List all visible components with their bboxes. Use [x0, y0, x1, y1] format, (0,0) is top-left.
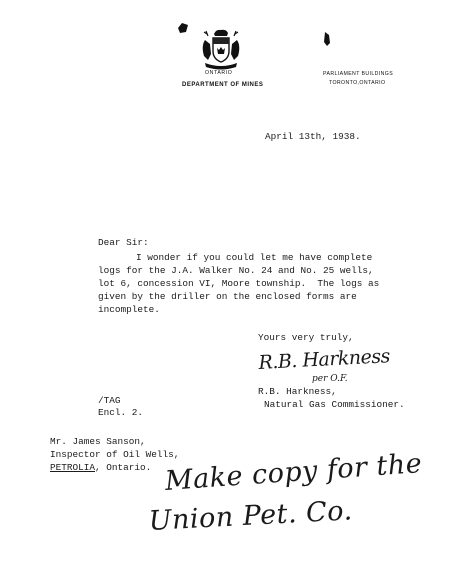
signature-initials: per O.F. [312, 374, 348, 384]
coat-of-arms-icon [199, 26, 243, 72]
recipient-address [50, 435, 179, 474]
body-line: given by the driller on the enclosed forms are [98, 291, 357, 302]
recipient-name: Mr. James Sanson, [50, 436, 146, 447]
handwritten-signature [258, 345, 390, 374]
handwritten-note-line2: Union Pet. Co. [148, 495, 354, 537]
address-line-2: TORONTO,ONTARIO [329, 80, 386, 86]
signature-text: R.B. Harkness [258, 345, 391, 374]
ink-mark-right-icon [322, 31, 332, 47]
body-line: incomplete. [98, 304, 160, 315]
province-label: ONTARIO [205, 70, 233, 76]
salutation: Dear Sir: [98, 237, 149, 248]
signer-title: Natural Gas Commissioner. [264, 399, 405, 410]
enclosure-note: Encl. 2. [98, 407, 144, 418]
letter-body [98, 251, 379, 316]
signer-name: R.B. Harkness, [258, 386, 337, 397]
recipient-location [50, 461, 179, 474]
body-line: I wonder if you could let me have complete [136, 252, 373, 263]
letter-date: April 13th, 1938. [265, 131, 361, 142]
body-line: lot 6, concession VI, Moore township. The logs as [98, 278, 380, 289]
handwritten-note-line1: Make copy for the [164, 448, 424, 497]
ink-blot-left-icon [176, 22, 190, 34]
recipient-city: PETROLIA [50, 462, 96, 473]
recipient-title: Inspector of Oil Wells, [50, 449, 180, 460]
body-line: logs for the J.A. Walker No. 24 and No. 25 wells, [98, 265, 374, 276]
recipient-province: , Ontario. [95, 462, 152, 473]
reference-initials: /TAG [98, 395, 121, 406]
address-line-1: PARLIAMENT BUILDINGS [323, 71, 394, 77]
closing: Yours very truly, [258, 332, 354, 343]
department-name: DEPARTMENT OF MINES [182, 82, 264, 88]
